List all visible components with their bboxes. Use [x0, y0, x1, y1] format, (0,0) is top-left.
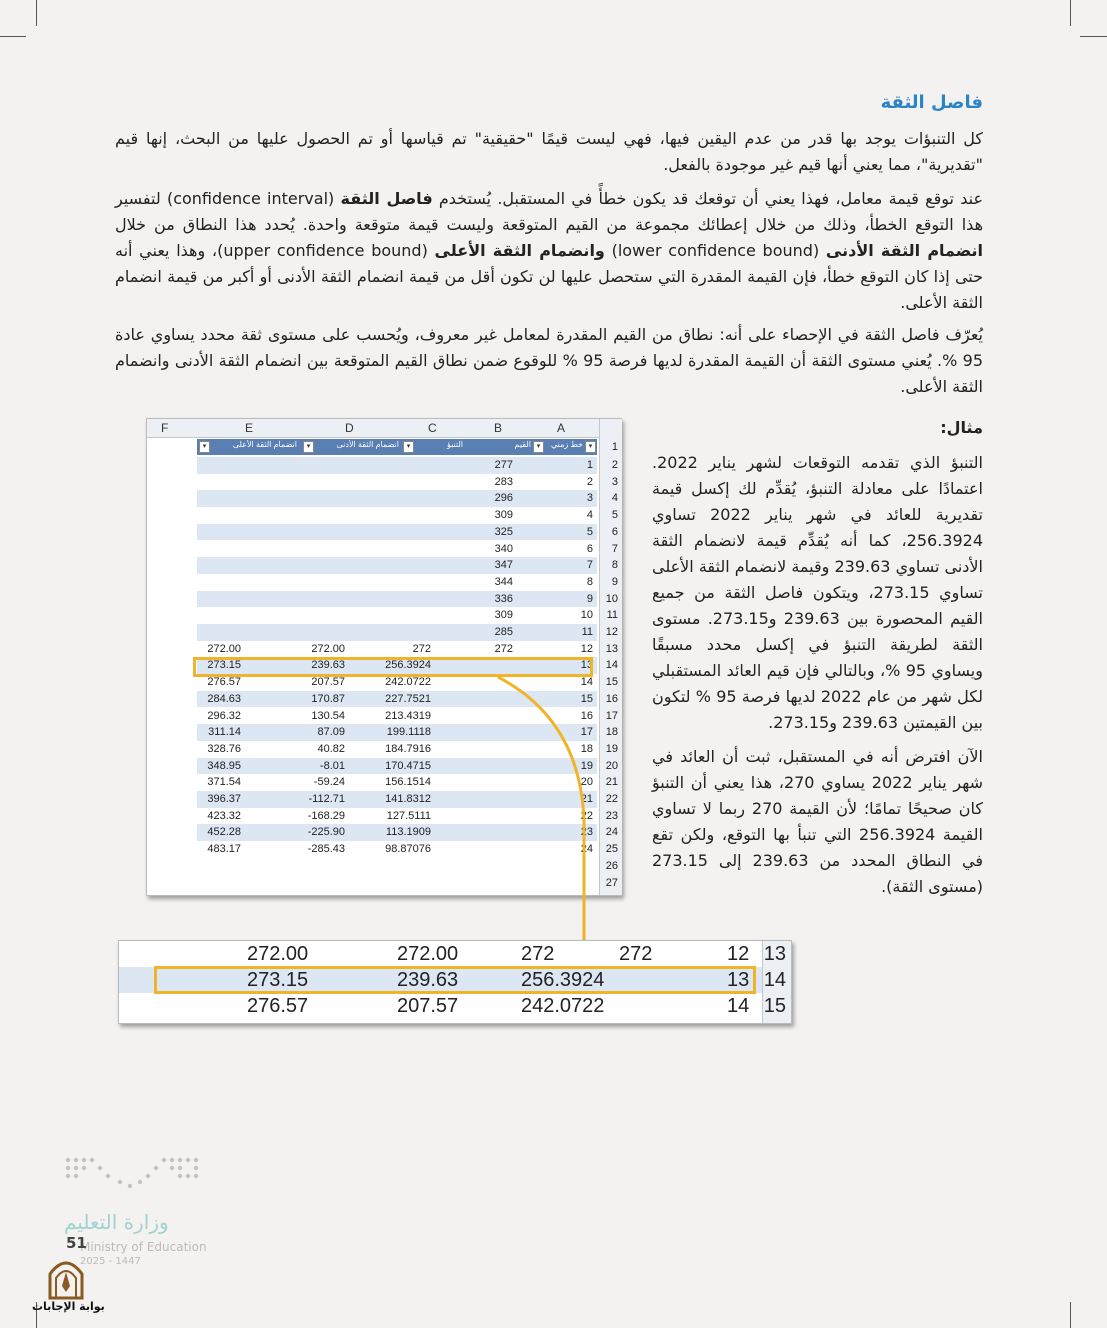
row-number: 9 [611, 575, 618, 588]
cell-d: -285.43 [307, 843, 345, 856]
cell-c: 213.4319 [385, 709, 431, 722]
cell-b: 309 [494, 509, 513, 522]
col-letter: E [245, 421, 254, 435]
cell-c: 256.3924 [385, 659, 431, 672]
cell-b: 285 [494, 626, 513, 638]
cell-a: 2 [586, 475, 593, 488]
row-number: 5 [611, 509, 618, 522]
row-number: 3 [611, 475, 618, 488]
row-number: 14 [605, 659, 618, 672]
cell-b: 336 [494, 592, 513, 605]
filter-dropdown[interactable]: ▾ [533, 441, 544, 453]
cell-a: 12 [580, 642, 593, 655]
filter-dropdown[interactable]: ▾ [199, 441, 210, 453]
cell-b: 309 [494, 609, 513, 622]
cell-d: -225.90 [307, 826, 345, 839]
row-number: 15 [605, 676, 618, 689]
cell-a: 5 [586, 525, 593, 538]
example-text-2: الآن افترض أنه في المستقبل، ثبت أن العائد في شهر يناير 2022 يساوي 270، هذا يعني أن التنبؤ كان صحيحًا تمامًا؛ لأن القيمة 270 ربما لا تساوي القيمة 256.3924 التي تنبأ بها التوقع، ولكن تقع في النطاق المحدد من 239.63 إلى 273.15 (مستوى الثقة). [652, 747, 984, 896]
cell-c: 156.1514 [385, 776, 431, 789]
ministry-name-ar: وزارة التعليم [64, 1210, 169, 1234]
cell-b: 347 [494, 559, 513, 572]
cell-d: 239.63 [311, 659, 345, 672]
cell-e: 483.17 [207, 843, 241, 856]
col-letter: F [161, 421, 169, 435]
cell-a: 8 [586, 575, 593, 588]
cell-d: -8.01 [319, 759, 345, 772]
cell-a: 10 [580, 609, 593, 622]
row-number: 21 [605, 776, 618, 789]
zoom-cell-d: 207.57 [397, 995, 459, 1017]
row-number: 26 [605, 859, 618, 872]
zoom-cell-a: 13 [727, 969, 750, 991]
cell-a: 20 [580, 776, 593, 789]
zoom-row-number: 14 [763, 969, 786, 991]
cell-c: 170.4715 [385, 759, 431, 772]
row-number: 25 [605, 843, 618, 856]
page-number: 51 [66, 1234, 87, 1252]
zoom-cell-a: 12 [727, 943, 750, 965]
cell-e: 276.57 [207, 676, 241, 689]
cell-a: 16 [580, 709, 593, 722]
cell-c: 98.87076 [385, 843, 431, 856]
cell-c: 199.1118 [386, 726, 431, 739]
cell-c: 127.5111 [386, 809, 431, 822]
cell-d: -112.71 [308, 793, 345, 805]
example-title: مثال: [940, 418, 983, 437]
row-number: 27 [605, 876, 618, 889]
cell-d: 130.54 [311, 709, 345, 722]
header-values: القيم [514, 440, 531, 449]
section-heading: فاصل الثقة [880, 92, 983, 113]
zoom-cell-d: 272.00 [397, 943, 459, 965]
row-number: 18 [605, 726, 618, 739]
row-number: 13 [605, 642, 618, 655]
cell-c: 113.1909 [385, 826, 431, 839]
col-letter: B [494, 421, 503, 435]
cell-b: 344 [494, 575, 513, 588]
paragraph-definition: عند توقع قيمة معامل، فهذا يعني أن توقعك قد يكون خطأً في المستقبل. يُستخدم فاصل الثقة (confidence interval) لتفسير هذا التوقع الخطأ، وذلك من خلال إعطائك مجموعة من القيم المتوقعة وليست قيمة متوقعة واحدة. يُحدد هذا النطاق من خلال انضمام الثقة الأدنى (lower confidence bound) وانضمام الثقة الأعلى (upper confidence bound)، وهذا يعني أنه حتى إذا كان التوقع خطأ، فإن القيمة المقدرة التي ستحصل عليها لن تكون أقل من قيمة انضمام الثقة الأدنى أو أكبر من قيمة انضمام الثقة الأعلى. [115, 189, 984, 312]
cell-a: 7 [586, 559, 593, 572]
cell-b: 277 [494, 459, 513, 471]
cell-a: 9 [586, 592, 593, 605]
cell-a: 22 [580, 809, 593, 822]
cell-d: 207.57 [311, 676, 345, 689]
cell-c: 242.0722 [385, 676, 431, 689]
row-number: 19 [605, 742, 618, 755]
row-number: 8 [611, 559, 618, 572]
row-number: 1 [611, 441, 618, 453]
zoom-cell-c: 242.0722 [521, 995, 605, 1017]
ministry-years: 2025 - 1447 [80, 1256, 141, 1267]
cell-d: -168.29 [307, 809, 345, 822]
cell-b: 283 [494, 475, 513, 488]
header-timeline: خط زمني [551, 440, 583, 449]
filter-dropdown[interactable]: ▾ [403, 441, 414, 453]
row-number: 6 [611, 525, 618, 538]
col-letter: D [345, 421, 354, 435]
paragraph-intro: كل التنبؤات يوجد بها قدر من عدم اليقين فيها، فهي ليست قيمًا "حقيقية" تم قياسها أو تم الحصول عليها من البحث، إنها قيم "تقديرية"، مما يعني أنها قيم غير موجودة بالفعل. [115, 129, 983, 174]
cell-c: 141.8312 [385, 793, 431, 805]
filter-dropdown[interactable]: ▾ [303, 441, 314, 453]
zoom-cell-d: 239.63 [397, 969, 459, 991]
cell-a: 3 [586, 492, 593, 505]
row-number: 12 [605, 626, 618, 638]
cell-a: 17 [580, 726, 593, 739]
cell-d: 40.82 [317, 742, 345, 755]
row-number: 11 [606, 609, 618, 622]
portal-logo-icon [44, 1256, 88, 1300]
col-letter: A [557, 421, 566, 435]
cell-a: 6 [586, 542, 593, 555]
cell-c: 184.7916 [385, 742, 431, 755]
cell-b: 296 [494, 492, 513, 505]
cell-d: 170.87 [311, 692, 345, 705]
example-text-1: التنبؤ الذي تقدمه التوقعات لشهر يناير 2022. اعتمادًا على معادلة التنبؤ، يُقدِّم لك إكسل قيمة تقديرية للعائد في شهر يناير 2022 تساوي 256.3924، كما أنه يُقدِّم قيمة لانضمام الثقة الأدنى تساوي 239.63 وقيمة لانضمام الثقة الأعلى تساوي 273.15، ويتكون فاصل الثقة من جميع القيم المحصورة بين 239.63 و273.15. مستوى الثقة لطريقة التنبؤ في إكسل محدد مسبقًا ويساوي 95 %، وبالتالي فإن قيم العائد المستقبلي لكل شهر من عام 2022 لديها فرصة 95 % لتكون بين القيمتين 239.63 و273.15. [652, 453, 984, 732]
cell-e: 296.32 [207, 709, 241, 722]
portal-name: بوابة الإجابات [32, 1300, 105, 1313]
zoom-row [119, 993, 763, 1019]
zoom-cell-b: 272 [619, 943, 653, 965]
row-number: 23 [605, 809, 618, 822]
cell-e: 348.95 [207, 759, 241, 772]
zoom-cell-e: 273.15 [247, 969, 309, 991]
paragraph-statistics: يُعرّف فاصل الثقة في الإحصاء على أنه: نطاق من القيم المقدرة لمعامل غير معروف، ويُحسب على مستوى ثقة محدد يساوي عادة 95 %. يُعني مستوى الثقة أن القيمة المقدرة لديها فرصة 95 % للوقوع ضمن نطاق القيم المتوقعة بين انضمام الثقة الأدنى وانضمام الثقة الأعلى. [115, 325, 983, 396]
header-upper-bound: انضمام الثقة الأعلى [232, 440, 297, 449]
cell-a: 24 [580, 843, 593, 856]
cell-a: 15 [580, 692, 593, 705]
cell-e: 396.37 [207, 793, 241, 805]
row-number: 24 [605, 826, 618, 839]
zoom-row-number: 15 [763, 995, 786, 1017]
row-number: 20 [605, 759, 618, 772]
zoom-row-number: 13 [763, 943, 786, 965]
cell-b: 325 [494, 525, 513, 538]
header-lower-bound: انضمام الثقة الأدنى [336, 440, 399, 449]
cell-a: 21 [580, 793, 593, 805]
cell-c: 272 [412, 642, 431, 655]
cell-e: 273.15 [207, 659, 241, 672]
zoom-row-numbers [762, 941, 791, 1023]
zoom-cell-c: 256.3924 [521, 969, 605, 991]
row-number: 17 [605, 709, 618, 722]
zoom-cell-e: 276.57 [247, 995, 309, 1017]
cell-a: 23 [580, 826, 593, 839]
zoom-cell-e: 272.00 [247, 943, 309, 965]
cell-a: 11 [581, 626, 593, 638]
ministry-name-en: Ministry of Education [80, 1240, 207, 1254]
cell-a: 4 [586, 509, 593, 522]
cell-e: 284.63 [207, 692, 241, 705]
highlight-box-zoom [154, 966, 756, 994]
cell-a: 18 [580, 742, 593, 755]
row-number: 22 [605, 793, 618, 805]
row-number: 10 [605, 592, 618, 605]
cell-b: 340 [494, 542, 513, 555]
cell-d: 272.00 [311, 642, 345, 655]
cell-e: 371.54 [207, 776, 241, 789]
cell-e: 311.14 [208, 726, 241, 739]
cell-e: 328.76 [207, 742, 241, 755]
cell-d: 87.09 [317, 726, 345, 739]
cell-e: 423.32 [207, 809, 241, 822]
row-number: 4 [611, 492, 618, 505]
cell-e: 272.00 [207, 642, 241, 655]
zoom-cell-a: 14 [727, 995, 750, 1017]
cell-b: 272 [494, 642, 513, 655]
row-number: 2 [611, 459, 618, 471]
cell-a: 14 [580, 676, 593, 689]
cell-c: 227.7521 [385, 692, 431, 705]
col-letter: C [428, 421, 437, 435]
row-number: 7 [611, 542, 618, 555]
cell-a: 1 [586, 459, 593, 471]
cell-a: 13 [580, 659, 593, 672]
header-forecast: التنبؤ [446, 440, 463, 449]
row-number: 16 [605, 692, 618, 705]
filter-dropdown[interactable]: ▾ [585, 441, 596, 453]
cell-e: 452.28 [207, 826, 241, 839]
cell-a: 19 [580, 759, 593, 772]
cell-d: -59.24 [313, 776, 345, 789]
zoom-cell-c: 272 [521, 943, 555, 965]
zoom-row [119, 941, 763, 967]
